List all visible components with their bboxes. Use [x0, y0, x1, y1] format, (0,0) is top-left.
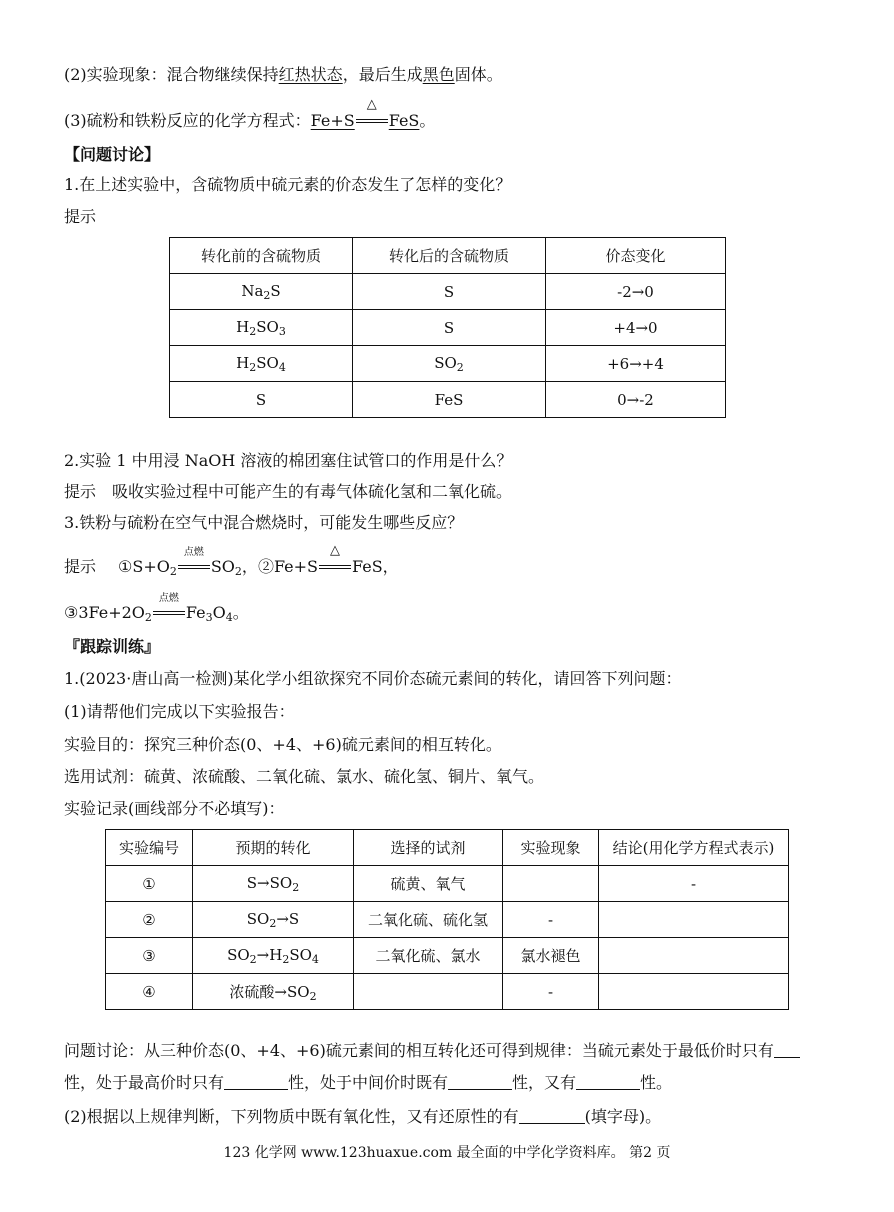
training-p1: 1.(2023·唐山高一检测)某化学小组欲探究不同价态硫元素间的转化，请回答下列问题：: [64, 669, 682, 688]
equation-line: [64, 97, 436, 132]
cell: $SO_2$: [353, 346, 546, 382]
condition-label: 点燃: [158, 593, 179, 604]
cell: 氯水褪色: [503, 938, 599, 974]
underlined-answer: 红热状态: [278, 65, 343, 84]
eq-left: ①S+O: [118, 557, 170, 576]
ignite-condition: [178, 547, 210, 572]
cell: [599, 902, 789, 938]
table-header-row: [170, 238, 726, 274]
eq-right: Fe: [185, 603, 206, 622]
equals-sign: [319, 565, 351, 569]
text: (3)硫粉和铁粉反应的化学方程式：: [64, 111, 311, 130]
subscript: 2: [144, 611, 152, 624]
answer-blank[interactable]: [224, 1073, 288, 1090]
question-1: 1.在上述实验中，含硫物质中硫元素的价态发生了怎样的变化？: [64, 175, 512, 194]
eq-right: FeS: [352, 557, 383, 576]
eq-right: SO: [210, 557, 235, 576]
table-row: [170, 382, 726, 418]
training-p5: 实验记录(画线部分不必填写)：: [64, 799, 285, 818]
text: ，最后生成: [342, 65, 423, 84]
table-header-row: [106, 830, 789, 866]
table-row: [170, 310, 726, 346]
equals-sign: [356, 119, 388, 123]
cell: [599, 938, 789, 974]
ignite-condition: [153, 593, 185, 618]
text: 。: [419, 111, 436, 130]
cell: +4→0: [546, 310, 726, 346]
answer-blank[interactable]: [519, 1107, 585, 1124]
text: 性，处于中间价时既有: [288, 1073, 449, 1092]
table-row: [106, 974, 789, 1010]
valence-table: [169, 237, 726, 418]
cell: -: [503, 902, 599, 938]
eq-right: O: [212, 603, 226, 622]
header-cell: 选择的试剂: [354, 830, 503, 866]
header-cell: 转化前的含硫物质: [170, 238, 353, 274]
page-footer: 123 化学网 www.123huaxue.com 最全面的中学化学资料库。 第2 页: [223, 1145, 671, 1161]
answer-blank[interactable]: [448, 1073, 512, 1090]
cell: $S\to SO_2$: [193, 866, 354, 902]
underlined-answer: 黑色: [422, 65, 455, 84]
section-heading: 【问题讨论】: [64, 145, 161, 164]
text: 性，处于最高价时只有: [64, 1073, 225, 1092]
subscript: 2: [234, 565, 242, 578]
subscript: 4: [225, 611, 233, 624]
cell: $H_2SO_4$: [170, 346, 353, 382]
heat-icon: △: [366, 97, 377, 112]
cell: 硫黄、氧气: [354, 866, 503, 902]
question-3: 3.铁粉与硫粉在空气中混合燃烧时，可能发生哪些反应？: [64, 513, 464, 532]
cell: $SO_2\to H_2SO_4$: [193, 938, 354, 974]
training-p3: 实验目的：探究三种价态(0、+4、+6)硫元素间的相互转化。: [64, 735, 502, 754]
experiment-table: [105, 829, 789, 1010]
cell: 浓硫酸$\to SO_2$: [193, 974, 354, 1010]
header-cell: 实验编号: [106, 830, 193, 866]
equals-sign: [153, 611, 185, 615]
cell: -2→0: [546, 274, 726, 310]
table-row: [106, 866, 789, 902]
cell: -: [503, 974, 599, 1010]
table-row: [170, 346, 726, 382]
cell: $SO_2\to S$: [193, 902, 354, 938]
cell: S: [353, 274, 546, 310]
heat-icon: △: [330, 543, 341, 558]
eq-left: Fe+S: [310, 111, 355, 130]
table-row: [170, 274, 726, 310]
cell: [354, 974, 503, 1010]
discussion-p1: [64, 1040, 800, 1062]
cell: +6→+4: [546, 346, 726, 382]
cell: -: [599, 866, 789, 902]
text: 。: [232, 603, 249, 622]
answer-blank[interactable]: [774, 1041, 800, 1058]
cell: ④: [106, 974, 193, 1010]
heat-condition: [319, 543, 351, 572]
eq-left: ②Fe+S: [257, 557, 319, 576]
training-p4: 选用试剂：硫黄、浓硫酸、二氧化硫、氯水、硫化氢、铜片、氧气。: [64, 767, 545, 786]
cell: S: [170, 382, 353, 418]
question-2: 2.实验 1 中用浸 NaOH 溶液的棉团塞住试管口的作用是什么？: [64, 451, 513, 470]
answer-blank[interactable]: [576, 1073, 640, 1090]
cell: ②: [106, 902, 193, 938]
text: 固体。: [454, 65, 503, 84]
hint-label: 提示: [64, 207, 97, 226]
text: (2)根据以上规律判断，下列物质中既有氧化性，又有还原性的有: [64, 1107, 519, 1126]
equation-answer: [311, 111, 355, 130]
header-cell: 结论(用化学方程式表示): [599, 830, 789, 866]
cell: 二氧化硫、氯水: [354, 938, 503, 974]
cell: $Na_2S$: [170, 274, 353, 310]
text: 问题讨论：从三种价态(0、+4、+6)硫元素间的相互转化还可得到规律：当硫元素处于最低价时只有: [64, 1041, 774, 1060]
cell: 二氧化硫、硫化氢: [354, 902, 503, 938]
text: (填字母)。: [584, 1107, 662, 1126]
text: 性。: [640, 1073, 673, 1092]
table-row: [106, 902, 789, 938]
hint-label: 提示: [64, 557, 97, 576]
condition-label: 点燃: [183, 547, 204, 558]
hint-2: 提示 吸收实验过程中可能产生的有毒气体硫化氢和二氧化硫。: [64, 482, 513, 501]
hint-3-line-2: [64, 593, 249, 629]
text: 性，又有: [512, 1073, 577, 1092]
cell: S: [353, 310, 546, 346]
cell: $H_2SO_3$: [170, 310, 353, 346]
training-title: 『跟踪训练』: [64, 637, 161, 656]
hint-3-line-1: [64, 543, 399, 583]
cell: FeS: [353, 382, 546, 418]
eq-right: FeS: [388, 111, 420, 130]
cell: [599, 974, 789, 1010]
eq-left: ③3Fe+2O: [64, 603, 145, 622]
observation-line: [64, 64, 503, 86]
heat-condition: [356, 97, 388, 126]
header-cell: 转化后的含硫物质: [353, 238, 546, 274]
subscript: 3: [205, 611, 213, 624]
text: (2)实验现象：混合物继续保持: [64, 65, 279, 84]
equals-sign: [178, 565, 210, 569]
discussion-p2: [64, 1072, 672, 1094]
cell: [503, 866, 599, 902]
header-cell: 价态变化: [546, 238, 726, 274]
table-row: [106, 938, 789, 974]
subscript: 2: [169, 565, 177, 578]
text: ，: [241, 557, 258, 576]
cell: ③: [106, 938, 193, 974]
header-cell: 预期的转化: [193, 830, 354, 866]
training-p2: (1)请帮他们完成以下实验报告：: [64, 702, 295, 721]
text: ，: [382, 557, 399, 576]
header-cell: 实验现象: [503, 830, 599, 866]
cell: ①: [106, 866, 193, 902]
discussion-p3: [64, 1106, 661, 1128]
cell: 0→-2: [546, 382, 726, 418]
